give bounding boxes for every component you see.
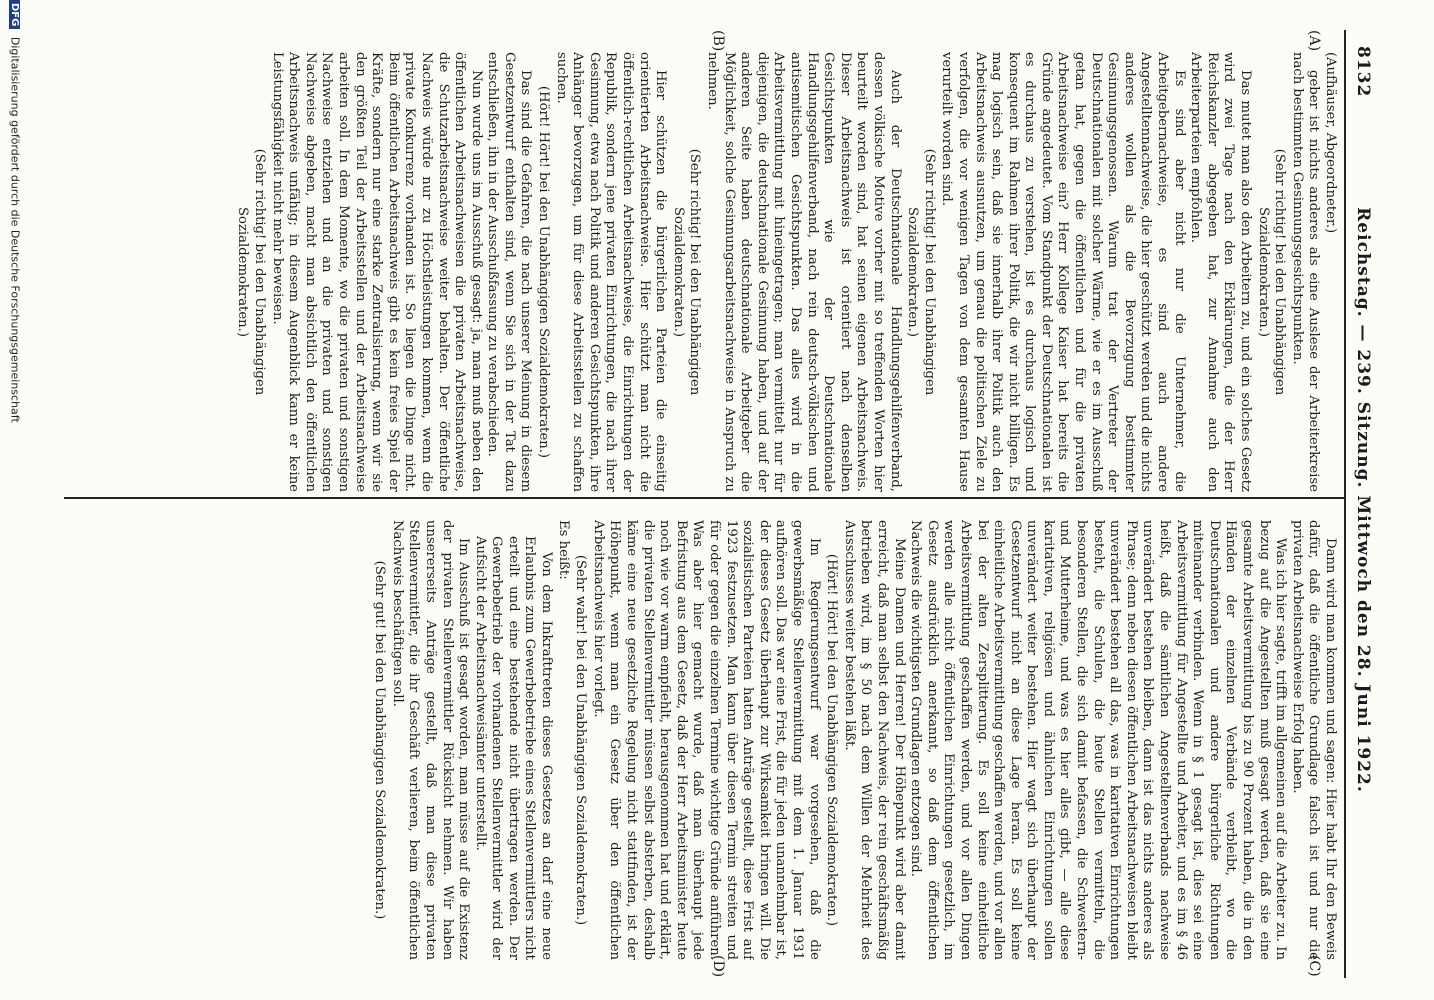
paragraph: Das sind die Gefahren, die nach unserer Meinung in diesem Gesetzentwurf enthalten sind, wenn Sie sich in der Tat dazu entschließen, ihn in der Ausschußfassung zu verabschieden. (485, 52, 534, 492)
header-title: Reichstag. — 239. Sitzung. Mittwoch den 28. Juni 1922. (1353, 207, 1373, 793)
speaker-line: Es heißt: (555, 520, 571, 580)
interjection: (Sehr richtig! bei den Unabhängigen Sozialdemokraten.) (235, 148, 267, 396)
interjection: (Sehr gut! bei den Unabhängigen Sozialdemokraten.) (372, 560, 388, 920)
paragraph: Es sind aber nicht nur die Unternehmer, die Arbeitgebernachweise, es sind auch andere Angestelltennachweise, die hier geschützt werden und die nichts anderes wollen als die Bevorzugung bestimmter Gesinnungsgenossen. Warum trat der Vertreter der Deutschnationalen mit solcher Wärme, wie er es im Ausschuß getan hat, gegen die öffentlichen und für die privaten Arbeitsnachweise ein? Herr Kollege Kaiser hat bereits die Gründe angedeutet. Vom Standpunkt der Deutschnationalen ist es durchaus zu verstehen, ist es durchaus logisch und konsequent im Rahmen ihrer Politik, die wir nicht billigen. Es mag logisch sein, daß sie innerhalb ihrer Politik auch den Arbeitsnachweis ausnutzen, um genau die politischen Ziele zu verfolgen, die vor wenigen Tagen von dem gesamten Hause verurteilt worden sind. (939, 52, 1187, 492)
speaker-line: (Aufhäuser, Abgeordneter.) (1323, 52, 1338, 234)
quoted-paragraph: Von dem Inkrafttreten dieses Gesetzes an darf eine neue Erlaubnis zum Gewerbebetriebe eines Stellenvermittlers nicht erteilt und eine bestehende nicht übertragen werden. Der Gewerbebetrieb der vorhandenen Stellenvermittler wird der Aufsicht der Arbeitsnachweisämter unterstellt. (472, 536, 555, 960)
interjection: (Sehr wahr! bei den Unabhängigen Sozialdemokraten.) (573, 554, 589, 926)
column-divider (64, 497, 1344, 499)
page-header (1345, 40, 1379, 960)
paragraph: Dann wird man kommen und sagen: Hier habt Ihr den Beweis dafür, daß die öffentliche Grundlage falsch ist und nur die privaten Arbeitsnachweise Erfolg haben. (1289, 520, 1338, 960)
digitization-footer (2, 0, 22, 1000)
interjection: (Sehr richtig! bei den Unabhängigen Sozialdemokraten.) (1255, 148, 1288, 396)
paragraph: Was ich hier sagte, trifft im allgemeinen auf die Arbeiter zu. In bezug auf die Angestellten muß gesagt werden, daß sie eine gesamte Arbeitsvermittlung bis zu 90 Prozent haben, die in den Händen der einzelnen Verbände verbleibt, wo die Deutschnationalen und andere bürgerliche Richtungen miteinander verbinden. Wenn in § 1 gesagt ist, dies sei eine Arbeitsvermittlung für Angestellte und Arbeiter, und es im § 46 heißt, daß die sämtlichen Angestelltenverbands nachweise unverändert bestehen bleiben, dann ist das nichts anderes als Phrase; denn neben diesen öffentlichen Arbeitsnachweisen bleibt unverändert bestehen all das, was in karitativen Einrichtungen besteht, die Schulen, die heute Stellen vermitteln, die besonderen Stellen, die sich damit befassen, die Schwestern- und Mutterheime, und was es hier alles gibt, — alle diese karitativen, religiösen und ähnlichen Einrichtungen sollen unverändert weiter bestehen. Hier wagt sich überhaupt der Gesetzentwurf nicht an diese Lage heran. Es soll keine einheitliche Arbeitsvermittlung geschaffen werden, und vor allen bei der alten Zersplitterung. Es soll keine einheitliche Arbeitsvermittlung geschaffen werden, und vor allen Dingen werden alle nicht öffentlichen Einrichtungen gesetzlich, im Gesetz ausdrücklich anerkannt, so daß dem öffentlichen Nachweis die wichtigsten Grundlagen entzogen sind. (908, 520, 1289, 960)
paragraph: Auch der Deutschnationale Handlungsgehilfenverband, dessen völkische Motive vorher mit so treffenden Worten hier beurteilt worden sind, hat seinen eigenen Arbeitsnachweis. Dieser Arbeitsnachweis ist orientiert nach denselben Gesichtspunkten wie der Deutschnationale Handlungsgehilfenverband, nach rein deutsch-völkischen und antisemitischen Gesichtspunkten. Das alles wird in die Arbeitsvermittlung mit hineingetragen; man vermittelt nur für diejenigen, die deutschnationale Gesinnung haben, und auf der anderen Seite haben deutschnationale Arbeitgeber die Möglichkeit, solche Gesinnungsarbeitsnachweise in Anspruch zu nehmen. (705, 52, 903, 492)
margin-marker-c: (C) (1306, 955, 1322, 977)
interjection: (Sehr richtig! bei den Unabhängigen Sozialdemokraten.) (905, 148, 937, 396)
margin-marker-b: (B) (710, 30, 726, 52)
margin-marker-d: (D) (710, 955, 726, 978)
page-number: 8132 (1353, 46, 1373, 98)
left-column (68, 52, 1338, 492)
interjection: (Hört! Hört! bei den Unabhängigen Sozialdemokraten.) (536, 85, 552, 459)
dfg-logo: DFG (9, 0, 20, 29)
paragraph: Meine Damen und Herren! Der Höhepunkt wird aber damit erreicht, daß man selbst den Nachweis, der rein geschäftsmäßig betrieben wird, im § 50 nach dem Willen der Mehrheit des Ausschusses weiter bestehen läßt. (841, 520, 907, 960)
right-column (68, 520, 1338, 960)
paragraph: Nun wurde uns im Ausschuß gesagt: ja, man muß neben den öffentlichen Arbeitsnachweisen die privaten Arbeitsnachweise, die Schutzarbeitsnachweise weiter behalten. Der öffentliche Nachweis würde nur zu Höchstleistungen kommen, wenn die private Konkurrenz vorhanden ist. So liegen die Dinge nicht. Beim öffentlichen Arbeitsnachweis gibt es kein freies Spiel der Kräfte, sondern nur eine starke Zentralisierung, wenn wir sie den größten Teil der Arbeitsstellen und der Arbeitsnachweise arbeiten soll. In dem Momente, wo die privaten und sonstigen Nachweise entziehen und an die privaten und sonstigen Nachweise abgeben, macht man absichtlich den öffentlichen Arbeitsnachweis unfähig; in diesem Augenblick kann er keine Leistungsfähigkeit nicht mehr beweisen. (269, 52, 484, 492)
paragraph: Hier schützen die bürgerlichen Parteien die einseitig orientierten Arbeitsnachweise. Hier schützt man nicht die öffentlich-rechtlichen Arbeitsnachweise, die Einrichtungen der Republik, sondern jene privaten Einrichtungen, die nach ihrer Gesinnung, etwa nach Politik und anderen Gesichtspunkten, ihre Anhänger bevorzugen, um für diese Arbeitsstellen zu schaffen suchen. (553, 52, 669, 492)
margin-marker-a: (A) (1306, 30, 1322, 52)
interjection: (Hört! Hört! bei den Unabhängigen Sozialdemokraten.) (824, 553, 840, 927)
paragraph: Das mutet man also den Arbeitern zu, und ein solches Gesetz wird zwei Tage nach den Erklärungen, die der Herr Reichskanzler abgegeben hat, zur Annahme auch den Arbeiterparteien empfohlen. (1188, 52, 1254, 492)
paragraph: geber ist nichts anderes als eine Auslese der Arbeiterkreise nach bestimmten Gesinnungsgesichtspunkten. (1289, 52, 1322, 492)
paragraph: Im Regierungsentwurf war vorgesehen, daß die gewerbsmäßige Stellenvermittlung mit dem 1. Januar 1931 aufhören soll. Das war eine Frist, die für jeden unannehmbar ist, der dieses Gesetz überhaupt zur Wirksamkeit bringen will. Die sozialistischen Parteien hatten Anträge gestellt, diese Frist auf 1923 festzusetzen. Man kann über diesen Termin streiten und für oder gegen die einzelnen Termine wichtige Gründe anführen. Was aber hier gemacht wurde, daß man überhaupt jede Befristung aus dem Gesetz, daß der Herr Arbeitsminister heute noch wie vor warm empfiehlt, herausgenommen hat und erklärt, die privaten Stellenvermittler müssen selbst absterben, deshalb käme eine neue gesetzliche Regelung nicht stattfinden, ist der Höhepunkt, wenn man ein Gesetz über den öffentlichen Arbeitsnachweis hier vorlegt. (590, 520, 822, 960)
paragraph: Im Ausschuß ist gesagt worden, man müsse auf die Existenz der privaten Stellenvermittler Rücksicht nehmen. Wir haben unsererseits Anträge gestellt, daß man diese privaten Stellenvermittler, die ihr Geschäft verlieren, beim öffentlichen Nachweis beschäftigen soll. (389, 520, 472, 960)
footer-text: Digitalisierung gefördert durch die Deutsche Forschungsgemeinschaft (8, 36, 22, 423)
header-rule (1344, 30, 1346, 978)
interjection: (Sehr richtig! bei den Unabhängigen Sozialdemokraten.) (670, 148, 703, 396)
